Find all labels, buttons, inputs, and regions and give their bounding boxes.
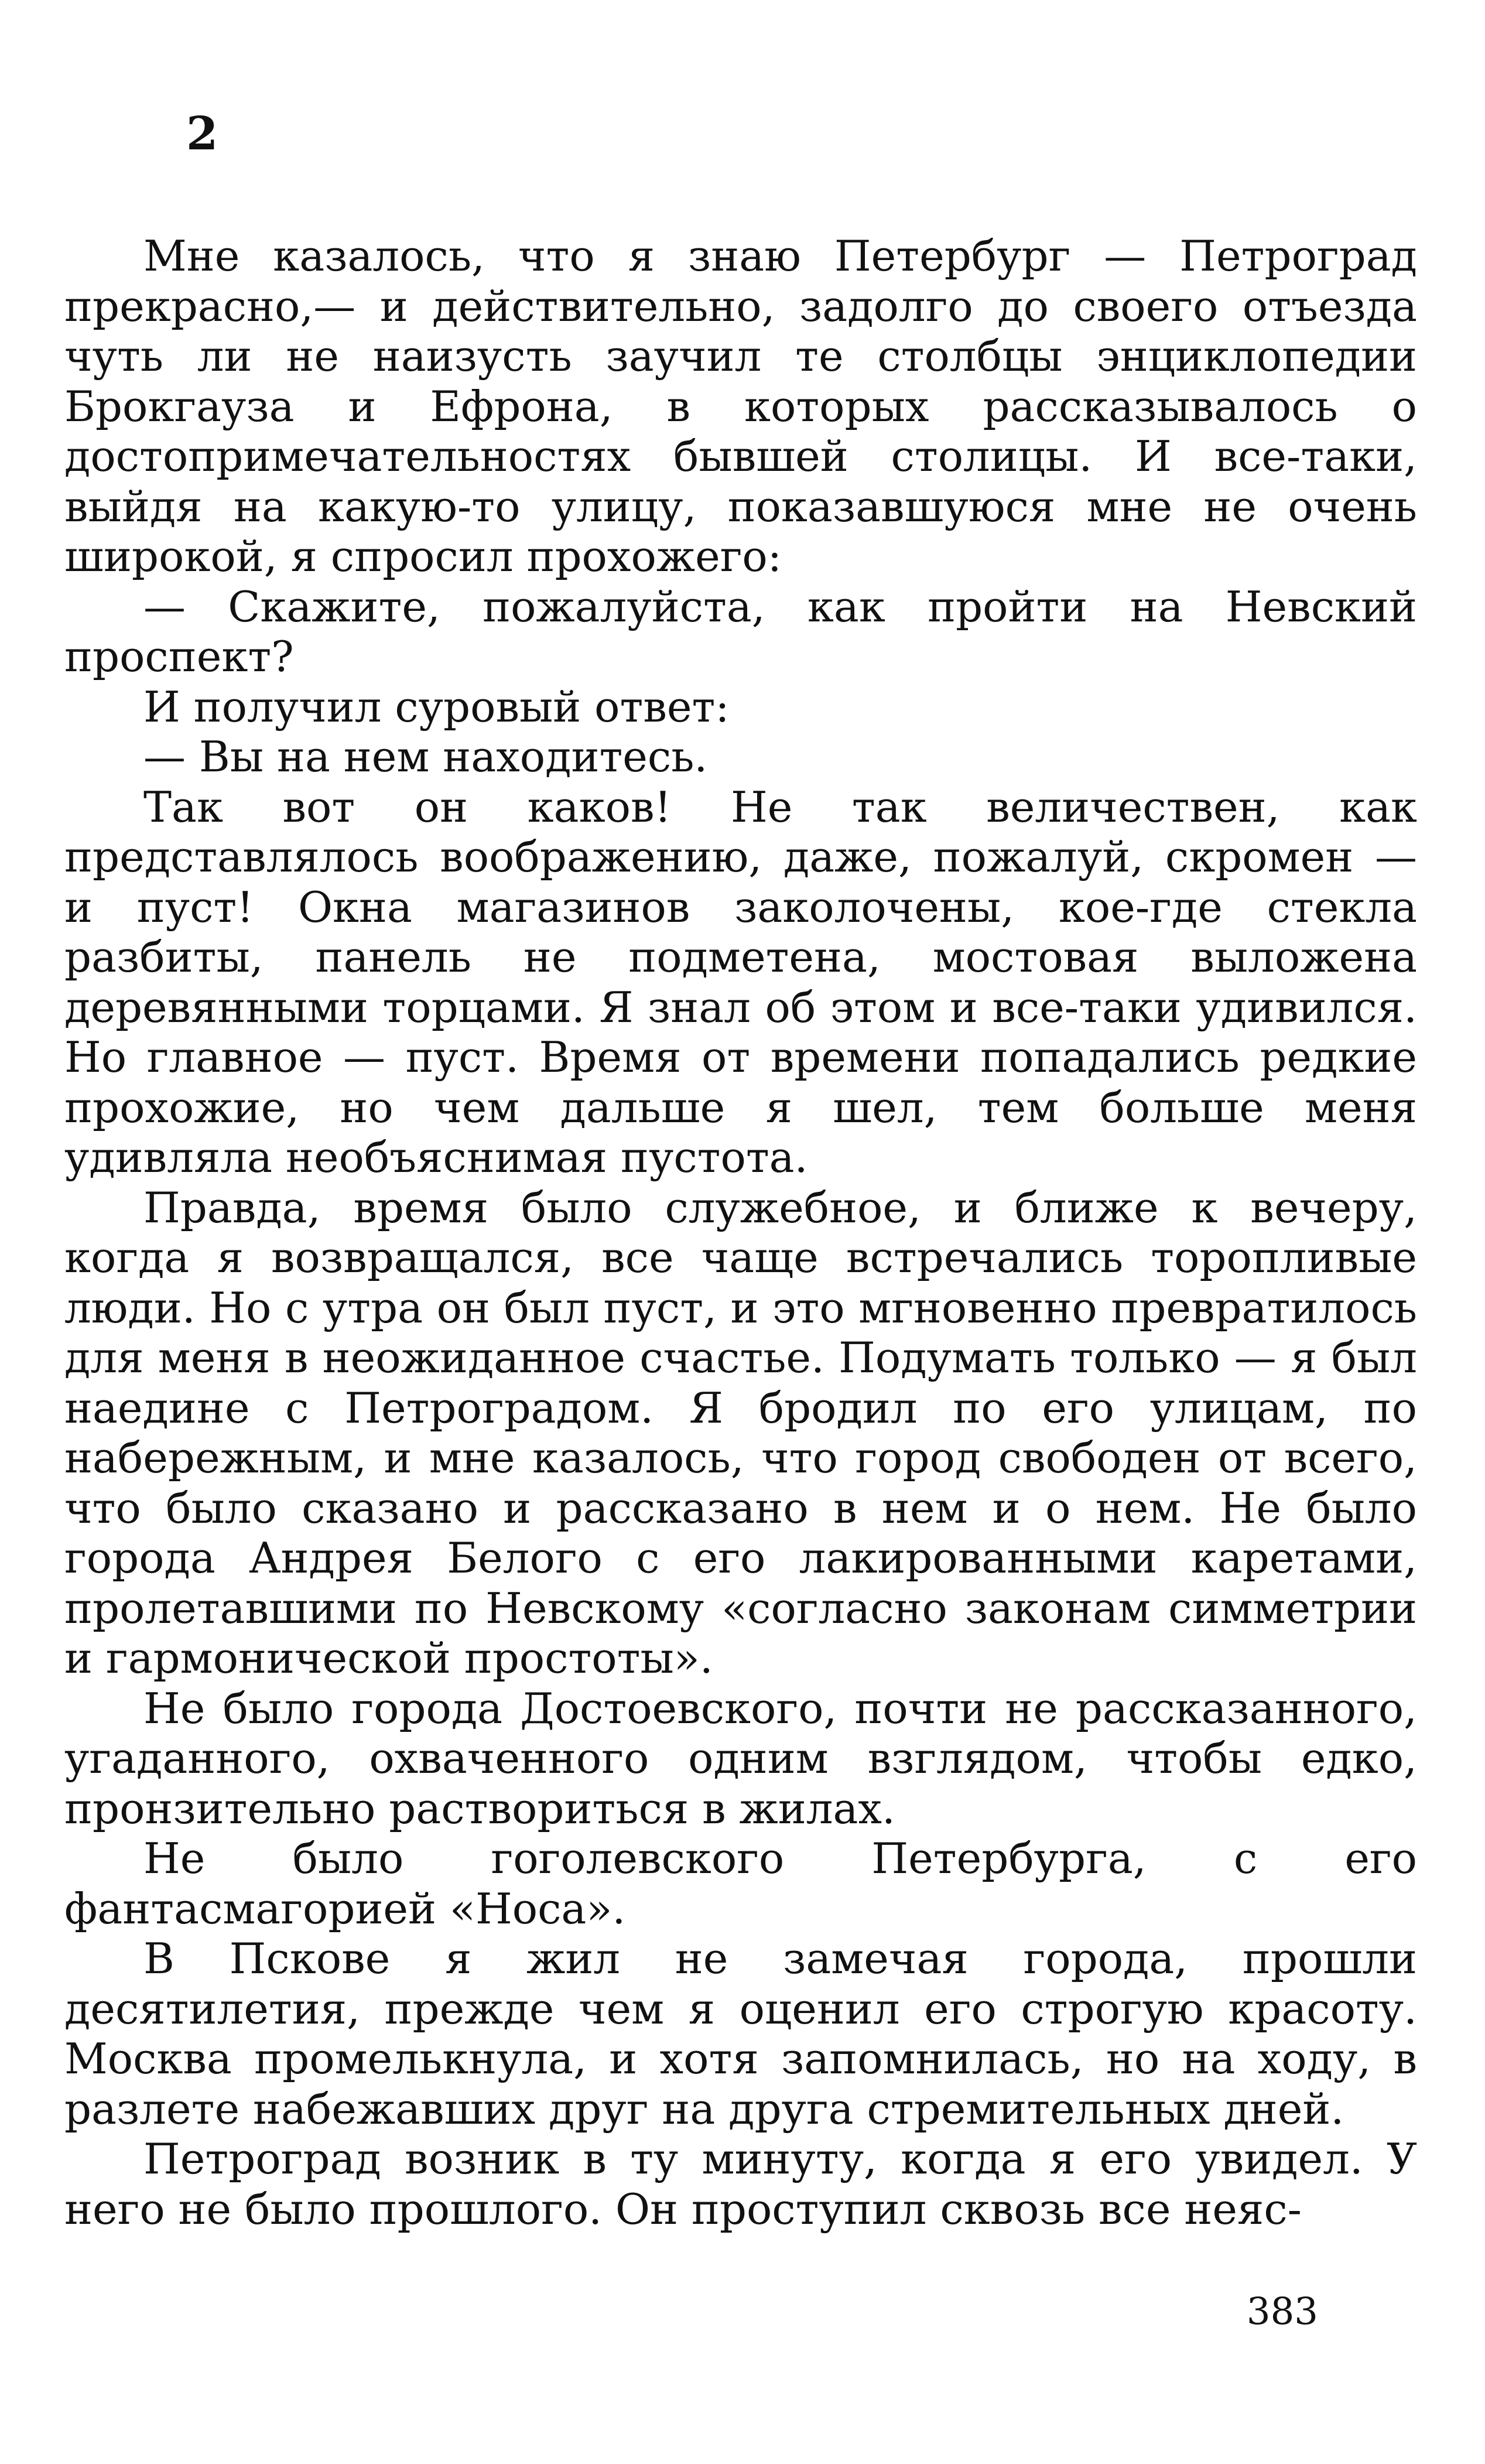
paragraph-5: Так вот он каков! Не так величествен, как представлялось воображению, даже, пожалуй, скромен — и пуст! Окна магазинов заколочены, кое-где стекла разбиты, панель не подметена, мостовая выложена деревянными торцами. Я знал об этом и все-таки удивился. Но главное — пуст. Время от времени попадались редкие прохожие, но чем дальше я шел, тем больше меня удивляла необъяснимая пустота. (64, 782, 1417, 1182)
paragraph-3: И получил суровый ответ: (143, 682, 730, 732)
paragraph-7: Не было города Достоевского, почти не рассказанного, угаданного, охваченного одним взглядом, чтобы едко, пронзительно раствориться в жилах. (64, 1683, 1417, 1833)
paragraph-4: — Вы на нем находитесь. (143, 732, 708, 781)
paragraph-10: Петроград возник в ту минуту, когда я его увидел. У него не было прошлого. Он проступил сквозь все неяс- (64, 2134, 1417, 2234)
paragraph-1: Мне казалось, что я знаю Петербург — Петроград прекрасно,— и действительно, задолго до своего отъезда чуть ли не наизусть заучил те столбцы энциклопедии Брокгауза и Ефрона, в которых рассказывалось о достопримечательностях бывшей столицы. И все-таки, выйдя на какую-то улицу, показавшуюся мне не очень широкой, я спросил прохожего: (64, 231, 1417, 581)
section-number: 2 (186, 107, 218, 160)
paragraph-2: — Скажите, пожалуйста, как пройти на Невский проспект? (64, 582, 1417, 681)
page-number: 383 (1246, 2290, 1318, 2333)
body-text (64, 231, 1417, 2234)
paragraph-8: Не было гоголевского Петербурга, с его фантасмагорией «Носа». (64, 1834, 1417, 1933)
paragraph-9: В Пскове я жил не замечая города, прошли десятилетия, прежде чем я оценил его строгую красоту. Москва промелькнула, и хотя запомнилась, но на ходу, в разлете набежавших друг на друга стремительных дней. (64, 1934, 1417, 2134)
paragraph-6: Правда, время было служебное, и ближе к вечеру, когда я возвращался, все чаще встречались торопливые люди. Но с утра он был пуст, и это мгновенно превратилось для меня в неожиданное счастье. Подумать только — я был наедине с Петроградом. Я бродил по его улицам, по набережным, и мне казалось, что город свободен от всего, что было сказано и рассказано в нем и о нем. Не было города Андрея Белого с его лакированными каретами, пролетавшими по Невскому «согласно законам симметрии и гармонической простоты». (64, 1183, 1417, 1683)
